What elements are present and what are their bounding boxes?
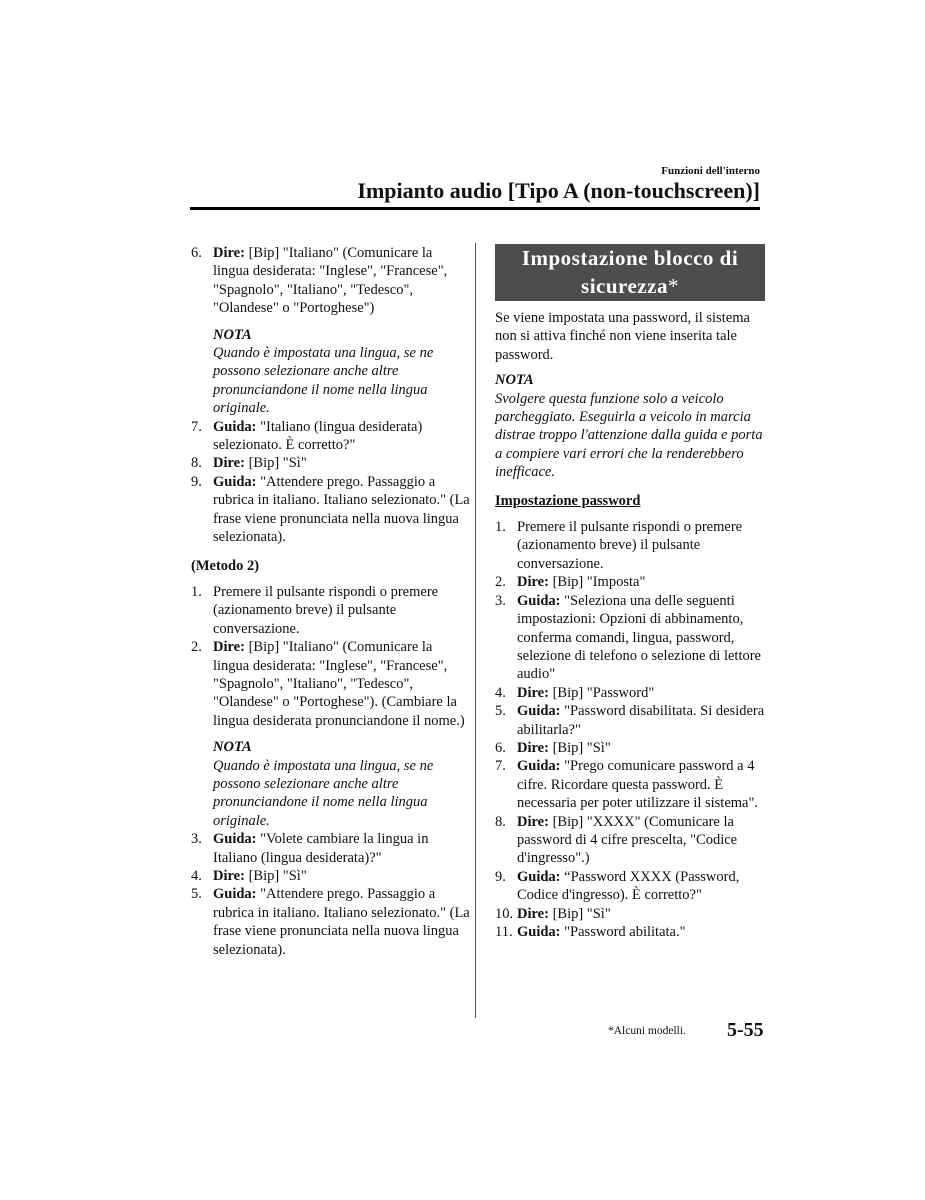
step-text: "Attendere prego. Passaggio a rubrica in italiano. Italiano selezionato." (La frase viene pronunciata nella nuova lingua selezionata). (213, 886, 470, 958)
step-number: 10. (495, 905, 514, 922)
step-item (495, 923, 765, 941)
step-keyword: Dire: (517, 684, 549, 701)
step-item (191, 830, 471, 867)
step-number: 5. (191, 886, 202, 903)
step-item (495, 813, 765, 868)
step-keyword: Dire: (213, 455, 245, 472)
page-number: 5-55 (727, 1019, 764, 1041)
step-number: 8. (191, 455, 202, 472)
step-keyword: Guida: (213, 473, 257, 490)
step-number: 8. (495, 813, 506, 830)
step-text: [Bip] "Italiano" (Comunicare la lingua desiderata: "Inglese", "Francese", "Spagnolo", "Italiano", "Tedesco", "Olandese" o "Portoghese") (213, 245, 448, 317)
step-number: 4. (495, 684, 506, 701)
step-text: "Password abilitata." (560, 924, 686, 940)
step-text: [Bip] "Sì" (244, 455, 307, 472)
column-divider (475, 243, 476, 1018)
step-item (191, 454, 471, 472)
step-number: 3. (191, 831, 202, 848)
method-heading: (Metodo 2) (191, 557, 260, 574)
step-keyword: Dire: (213, 245, 245, 261)
left-column (191, 244, 471, 959)
subheading-password: Impostazione password (495, 492, 641, 509)
step-number: 9. (495, 868, 506, 885)
note-text: Quando è impostata una lingua, se ne possono selezionare anche altre pronunciandone il nome nella lingua originale. (213, 757, 434, 829)
section-label: Funzioni dell'interno (661, 165, 760, 177)
step-number: 3. (495, 592, 506, 609)
step-keyword: Guida: (517, 703, 561, 720)
step-item (495, 739, 765, 757)
step-text: [Bip] "Sì" (244, 868, 307, 884)
step-keyword: Guida: (213, 418, 257, 435)
note-title: NOTA (213, 326, 252, 343)
step-keyword: Dire: (517, 813, 549, 830)
step-text: "Italiano (lingua desiderata) selezionato. È corretto?" (213, 418, 423, 454)
step-keyword: Guida: (517, 868, 561, 885)
step-item (495, 868, 765, 905)
step-number: 7. (191, 418, 202, 435)
intro-paragraph: Se viene impostata una password, il sistema non si attiva finché non viene inserita tale password. (495, 310, 750, 363)
step-text: [Bip] "Password" (548, 684, 655, 701)
step-keyword: Dire: (213, 868, 245, 884)
section-title-star: * (667, 274, 679, 298)
footer-note: *Alcuni modelli. (608, 1025, 686, 1037)
step-keyword: Dire: (517, 739, 549, 756)
step-keyword: Guida: (213, 886, 257, 903)
step-item (191, 867, 471, 885)
step-text: [Bip] "Italiano" (Comunicare la lingua desiderata: "Inglese", "Francese", "Spagnolo", "Italiano", "Tedesco", "Olandese" o "Portoghese"). (Cambiare la lingua desiderata pronunciandone il nome.) (213, 639, 465, 729)
note-title: NOTA (213, 739, 252, 756)
step-keyword: Guida: (517, 924, 561, 940)
step-item (495, 684, 765, 702)
note-block-right (495, 371, 765, 481)
steps-list-d (191, 830, 471, 959)
step-keyword: Guida: (213, 831, 257, 848)
step-text: Premere il pulsante rispondi o premere (azionamento breve) il pulsante conversazione. (517, 519, 743, 572)
step-text: [Bip] "Sì" (548, 739, 611, 756)
steps-list-c (191, 583, 471, 730)
step-text: [Bip] "XXXX" (Comunicare la password di 4 cifre prescelta, "Codice d'ingresso".) (517, 813, 738, 867)
step-text: "Prego comunicare password a 4 cifre. Ricordare questa password. È necessaria per poter utilizzare il sistema". (517, 758, 759, 812)
steps-list-b (191, 418, 471, 547)
step-text: [Bip] "Sì" (548, 905, 611, 922)
note-text: Quando è impostata una lingua, se ne possono selezionare anche altre pronunciandone il nome nella lingua originale. (213, 345, 434, 417)
steps-list-a (191, 244, 471, 318)
step-item (191, 638, 471, 730)
step-text: Premere il pulsante rispondi o premere (azionamento breve) il pulsante conversazione. (213, 583, 439, 637)
step-text: "Volete cambiare la lingua in Italiano (lingua desiderata)?" (213, 831, 429, 866)
step-number: 2. (191, 639, 202, 656)
step-item (191, 418, 471, 455)
step-keyword: Guida: (517, 758, 561, 775)
note-title: NOTA (495, 372, 534, 389)
step-number: 6. (191, 245, 202, 261)
step-text: "Password disabilitata. Si desidera abilitarla?" (517, 703, 765, 738)
step-text: “Password XXXX (Password, Codice d'ingresso). È corretto?" (517, 868, 740, 904)
note-text: Svolgere questa funzione solo a veicolo parcheggiato. Eseguirla a veicolo in marcia distrae troppo l'attenzione dalla guida e porta a compiere vari errori che la renderebbero inefficace. (495, 390, 763, 481)
step-item (495, 757, 765, 812)
step-item (191, 473, 471, 547)
steps-list-right (495, 518, 765, 941)
step-number: 7. (495, 758, 506, 775)
step-number: 5. (495, 703, 506, 720)
step-number: 1. (495, 519, 506, 536)
page-title: Impianto audio [Tipo A (non-touchscreen)] (357, 178, 760, 203)
note-block-a (191, 326, 471, 418)
header-divider (190, 207, 760, 210)
step-item (191, 885, 471, 959)
step-number: 9. (191, 473, 202, 490)
step-text: "Seleziona una delle seguenti impostazioni: Opzioni di abbinamento, conferma comandi, lingua, password, selezione di telefono o selezione di lettore audio" (517, 592, 761, 683)
step-text: "Attendere prego. Passaggio a rubrica in italiano. Italiano selezionato." (La frase viene pronunciata nella nuova lingua selezionata). (213, 473, 470, 546)
step-keyword: Dire: (213, 639, 245, 656)
step-number: 2. (495, 574, 506, 591)
step-item (495, 592, 765, 684)
step-number: 4. (191, 868, 202, 884)
step-number: 6. (495, 739, 506, 756)
section-title-box (495, 244, 765, 301)
step-text: [Bip] "Imposta" (548, 574, 646, 591)
step-keyword: Dire: (517, 574, 549, 591)
step-number: 1. (191, 583, 202, 600)
step-item (495, 518, 765, 573)
step-item (191, 583, 471, 638)
note-block-b (191, 738, 471, 830)
step-item (191, 244, 471, 318)
step-item (495, 702, 765, 739)
step-item (495, 905, 765, 923)
right-column (495, 244, 765, 941)
section-title: Impostazione blocco di sicurezza (521, 246, 739, 298)
step-keyword: Dire: (517, 905, 549, 922)
step-number: 11. (495, 924, 513, 940)
step-item (495, 573, 765, 591)
step-keyword: Guida: (517, 592, 561, 609)
